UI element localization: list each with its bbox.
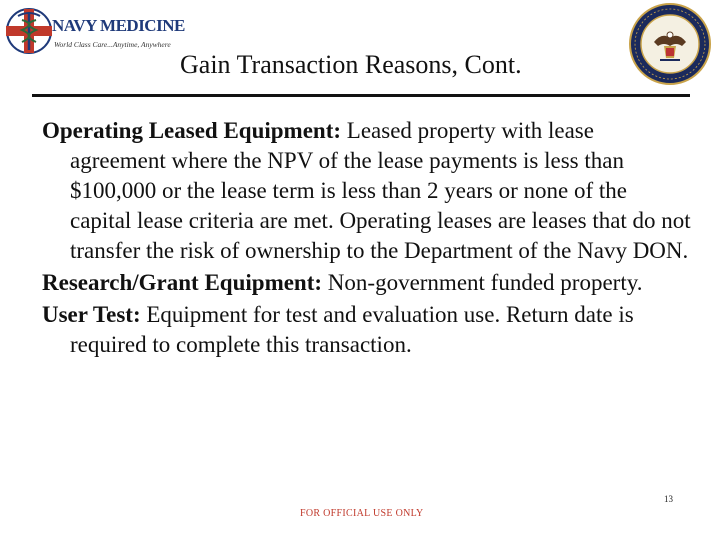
paragraph-research-grant <box>42 268 692 298</box>
paragraph-operating-leased <box>42 116 692 266</box>
footer-classification: FOR OFFICIAL USE ONLY <box>300 508 424 519</box>
term-label: Research/Grant Equipment: <box>42 270 323 295</box>
slide-title: Gain Transaction Reasons, Cont. <box>180 50 522 79</box>
paragraph-user-test <box>42 300 692 360</box>
page-number: 13 <box>664 494 673 504</box>
term-definition: Equipment for test and evaluation use. Return date is required to complete this transaction. <box>70 302 634 357</box>
term-label: User Test: <box>42 302 141 327</box>
content-body <box>42 116 692 362</box>
navy-medicine-logo <box>4 6 185 58</box>
caduceus-emblem-icon <box>4 6 54 56</box>
logo-tagline: World Class Care...Anytime, Anywhere <box>54 40 171 49</box>
title-divider <box>32 94 690 97</box>
term-definition: Non-government funded property. <box>322 270 643 295</box>
term-label: Operating Leased Equipment: <box>42 118 342 143</box>
department-of-navy-seal-icon <box>628 2 712 86</box>
logo-brand-text: NAVY MEDICINE <box>52 16 185 35</box>
term-definition: Leased property with lease agreement where the NPV of the lease payments is less than $100,000 or the lease term is less than 2 years or none of the capital lease criteria are met. Operating leases are leases that do not transfer the risk of ownership to the Department of the Navy DON. <box>70 118 691 263</box>
